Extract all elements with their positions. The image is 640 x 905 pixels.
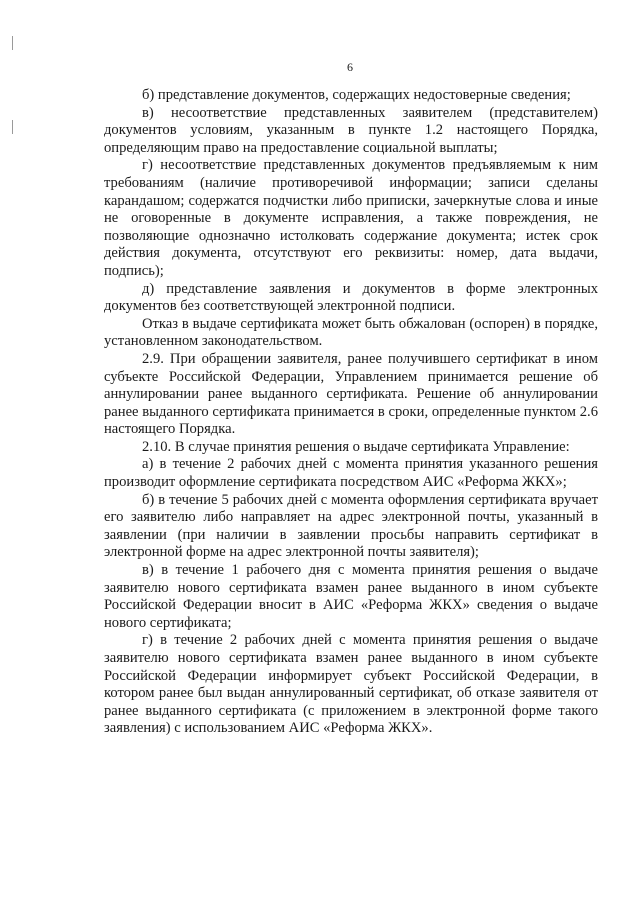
margin-scan-mark [12,36,13,50]
paragraph-clause-2-10-g: г) в течение 2 рабочих дней с момента принятия решения о выдаче заявителю нового сертификата взамен ранее выданного в ином субъекте Российской Федерации информирует субъект Российской Федерации, в котором ранее был выдан аннулированный сертификат, об отказе заявителя от ранее выданного сертификата (с приложением в электронной форме такого заявления) с использованием АИС «Реформа ЖКХ». [104,632,598,737]
paragraph-appeal-refusal: Отказ в выдаче сертификата может быть обжалован (оспорен) в порядке, установленном законодательством. [104,315,598,350]
paragraph-item-d-no-signature: д) представление заявления и документов в форме электронных документов без соответствующей электронной подписи. [104,280,598,315]
document-body [104,87,598,738]
margin-scan-mark [12,120,13,134]
paragraph-clause-2-9: 2.9. При обращении заявителя, ранее получившего сертификат в ином субъекте Российской Федерации, Управлением принимается решение об аннулировании ранее выданного сертификата. Решение об аннулировании ранее выданного сертификата принимается в сроки, определенные пунктом 2.6 настоящего Порядка. [104,350,598,438]
page-number: 6 [347,60,353,74]
paragraph-clause-2-10-v: в) в течение 1 рабочего дня с момента принятия решения о выдаче заявителю нового сертификата взамен ранее выданного в ином субъекте Российской Федерации вносит в АИС «Реформа ЖКХ» сведения о выдаче нового сертификата; [104,562,598,631]
paragraph-item-g-requirements-mismatch: г) несоответствие представленных документов предъявляемым к ним требованиям (наличие противоречивой информации; записи сделаны карандашом; содержатся подчистки либо приписки, зачеркнутые слова и иные не оговоренные в документе исправления, а также повреждения, не позволяющие однозначно истолковать содержание документа; истек срок действия документа, отсутствуют его реквизиты: номер, дата выдачи, подпись); [104,157,598,279]
paragraph-item-v-conditions-mismatch: в) несоответствие представленных заявителем (представителем) документов условиям, указанным в пункте 1.2 настоящего Порядка, определяющим право на предоставление социальной выплаты; [104,104,598,156]
paragraph-item-b-false-info: б) представление документов, содержащих недостоверные сведения; [142,87,571,103]
paragraph-clause-2-10-b: б) в течение 5 рабочих дней с момента оформления сертификата вручает его заявителю либо направляет на адрес электронной почты, указанный в заявлении (при наличии в заявлении просьбы направить сертификат в электронной форме на адрес электронной почты заявителя); [104,491,598,561]
paragraph-clause-2-10-a: а) в течение 2 рабочих дней с момента принятия указанного решения производит оформление сертификата посредством АИС «Реформа ЖКХ»; [104,456,598,491]
paragraph-clause-2-10: 2.10. В случае принятия решения о выдаче сертификата Управление: [142,438,570,455]
